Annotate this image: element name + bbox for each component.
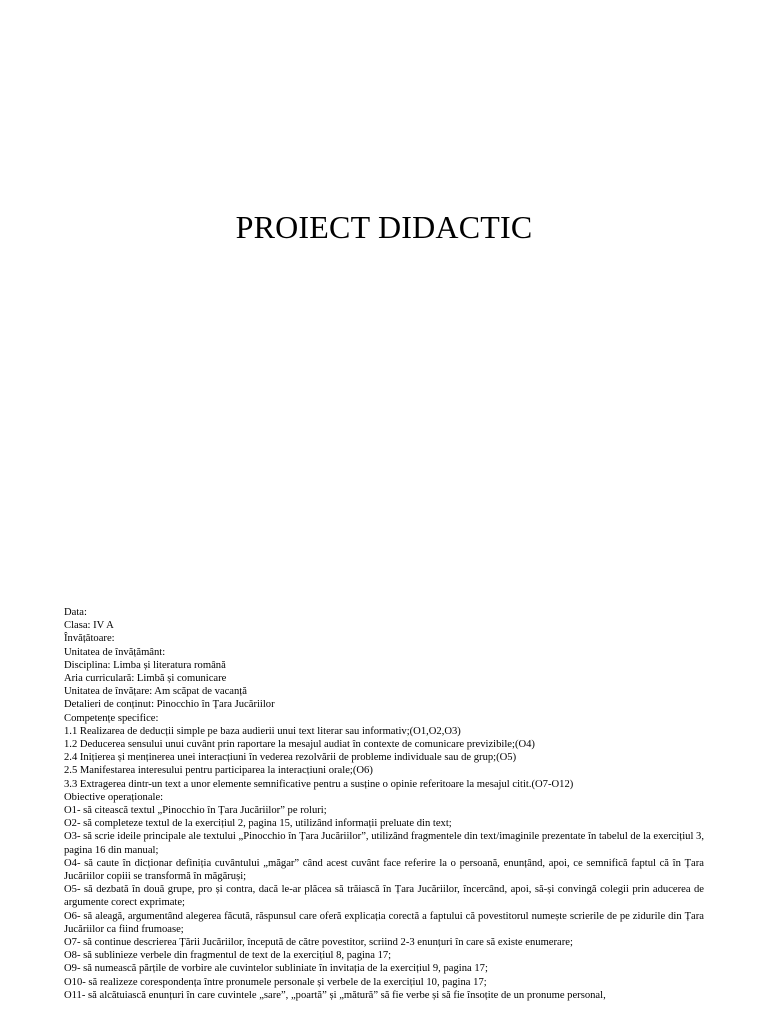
- obiectiv-item: O10- să realizeze corespondența între pronumele personale și verbele de la exercițiul 10, pagina 17;: [64, 976, 487, 988]
- obiectiv-item: O11- să alcătuiască enunțuri în care cuvintele „sare”, „poartă” și „mătură” să fie verbe și să fie însoțite de un pronume personal,: [64, 989, 606, 1001]
- field-clasa: Clasa: IV A: [64, 620, 114, 632]
- field-unitatea-invatare: Unitatea de învățare: Am scăpat de vacanță: [64, 686, 247, 698]
- obiective-heading: Obiective operaționale:: [64, 791, 164, 803]
- field-invatatoare: Învățătoare:: [64, 633, 115, 645]
- field-detalieri-continut: Detalieri de conținut: Pinocchio în Țara Jucăriilor: [64, 699, 275, 711]
- document-title: PROIECT DIDACTIC: [235, 209, 533, 245]
- competenta-item: 1.1 Realizarea de deducții simple pe baza audierii unui text literar sau informativ;(O1,O2,O3): [64, 725, 461, 737]
- document-body: [64, 606, 704, 1002]
- obiectiv-item: O7- să continue descrierea Țării Jucăriilor, începută de către povestitor, scriind 2-3 enunțuri în care să existe enumerare;: [64, 937, 573, 949]
- obiectiv-item: O3- să scrie ideile principale ale textului „Pinocchio în Țara Jucăriilor”, utilizând fragmentele din text/imaginile prezentate în tabelul de la exercițiul 3, pagina 16 din manual;: [64, 831, 704, 856]
- field-unitatea-invatamant: Unitatea de învățământ:: [64, 646, 166, 658]
- field-disciplina: Disciplina: Limba și literatura română: [64, 659, 226, 671]
- obiectiv-item: O9- să numească părțile de vorbire ale cuvintelor subliniate în invitația de la exercițiul 9, pagina 17;: [64, 963, 488, 975]
- competenta-item: 3.3 Extragerea dintr-un text a unor elemente semnificative pentru a susține o opinie referitoare la mesajul citit.(O7-O12): [64, 778, 574, 790]
- competenta-item: 1.2 Deducerea sensului unui cuvânt prin raportare la mesajul audiat în contexte de comunicare previzibile;(O4): [64, 739, 535, 751]
- obiectiv-item: O6- să aleagă, argumentând alegerea făcută, răspunsul care oferă explicația corectă a faptului că povestitorul numește scrierile de pe zidurile din Țara Jucăriilor ca fiind frumoase;: [64, 910, 704, 935]
- obiectiv-item: O1- să citească textul „Pinocchio în Țara Jucăriilor” pe roluri;: [64, 805, 327, 817]
- obiectiv-item: O8- să sublinieze verbele din fragmentul de text de la exercițiul 8, pagina 17;: [64, 950, 392, 962]
- competenta-item: 2.5 Manifestarea interesului pentru participarea la interacțiuni orale;(O6): [64, 765, 373, 777]
- obiectiv-item: O5- să dezbată în două grupe, pro și contra, dacă le-ar plăcea să trăiască în Țara Jucăriilor, încercând, apoi, să-și convingă colegii prin aducerea de argumente corect exprimate;: [64, 884, 704, 909]
- obiectiv-item: O4- să caute în dicționar definiția cuvântului „măgar” când acest cuvânt face referire la o persoană, enunțând, apoi, ce semnifică faptul că în Țara Jucăriilor copiii se transformă în măgăruși;: [64, 857, 704, 883]
- field-aria-curriculara: Aria curriculară: Limbă și comunicare: [64, 673, 227, 685]
- competente-heading: Competențe specifice:: [64, 712, 159, 724]
- competenta-item: 2.4 Inițierea și menținerea unei interacțiuni în vederea rezolvării de probleme individuale sau de grup;(O5): [64, 752, 517, 764]
- obiectiv-item: O2- să completeze textul de la exercițiul 2, pagina 15, utilizând informații preluate din text;: [64, 818, 452, 830]
- field-data: Data:: [64, 607, 87, 618]
